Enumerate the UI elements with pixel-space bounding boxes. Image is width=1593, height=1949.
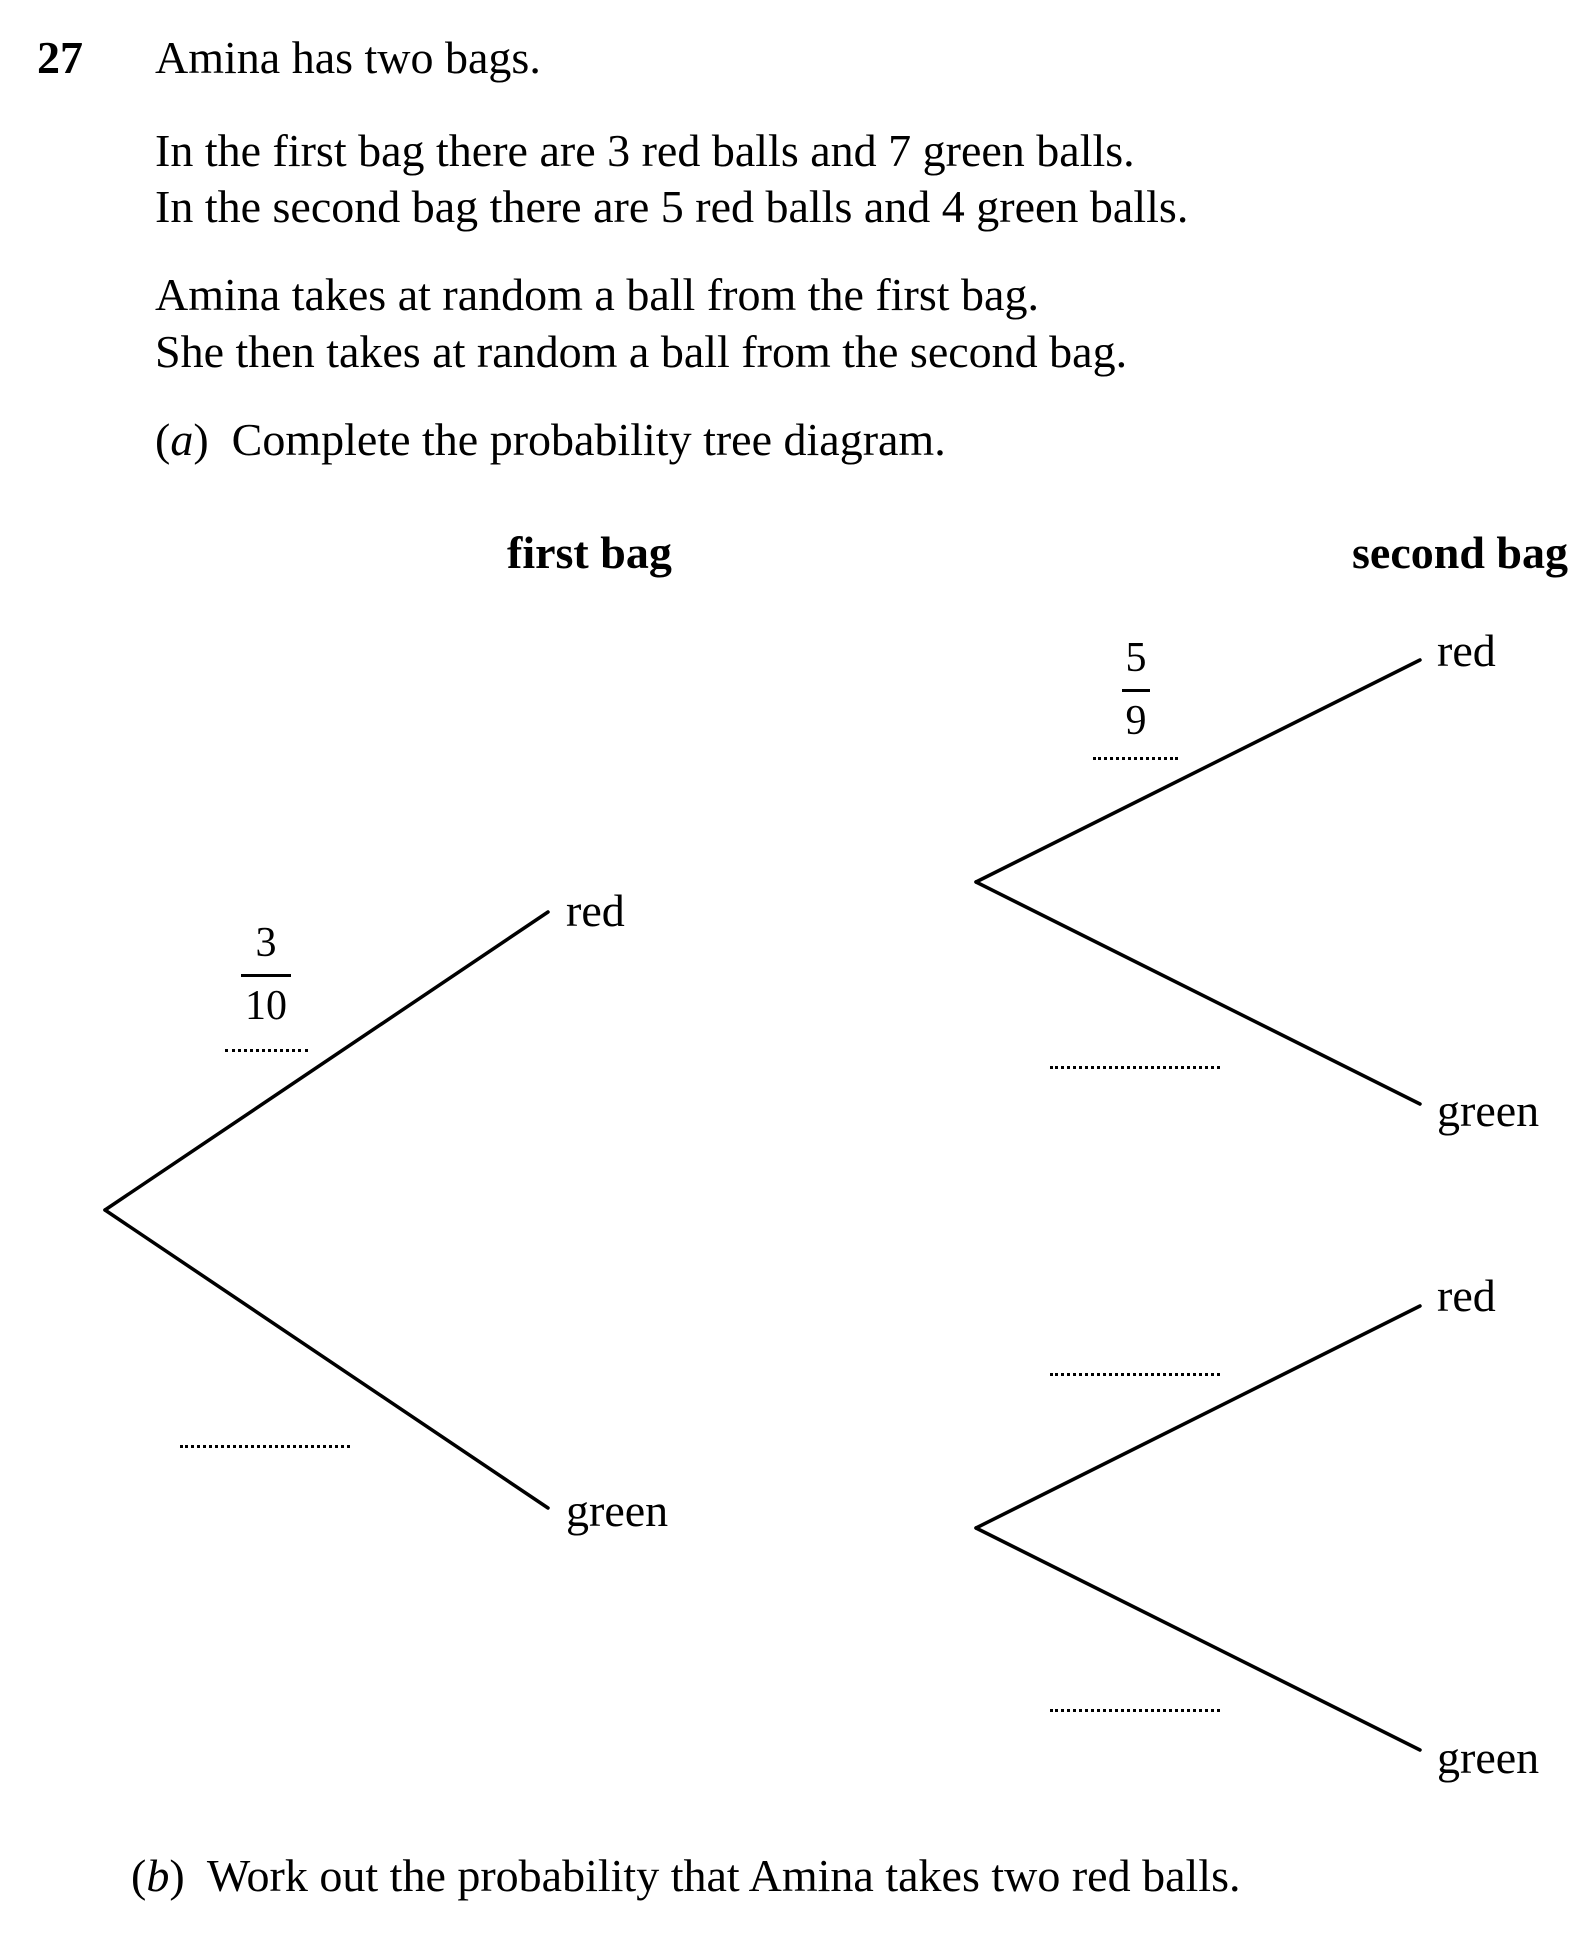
first-green-branch	[105, 1210, 548, 1508]
first-bag-heading: first bag	[507, 527, 672, 578]
second-top-red-probability	[1116, 637, 1156, 742]
second-bottom-red-label: red	[1437, 1270, 1496, 1321]
second-top-green-branch	[976, 882, 1420, 1104]
first-red-label: red	[566, 885, 625, 936]
second-bottom-green-answer-line[interactable]	[1050, 1709, 1220, 1712]
bag1-description: In the first bag there are 3 red balls and 7 green balls.	[155, 125, 1135, 176]
fraction-numerator: 3	[255, 920, 277, 966]
part-a-label: a	[170, 414, 194, 465]
take1-description: Amina takes at random a ball from the first bag.	[155, 269, 1039, 320]
second-top-green-answer-line[interactable]	[1050, 1066, 1220, 1069]
second-top-green-label: green	[1437, 1085, 1540, 1136]
question-intro: Amina has two bags.	[155, 32, 541, 83]
second-bottom-green-label: green	[1437, 1732, 1540, 1783]
second-top-red-answer-line	[1093, 757, 1178, 760]
second-top-red-branch	[976, 660, 1420, 882]
fraction-bar	[1122, 689, 1150, 692]
second-top-red-label: red	[1437, 625, 1496, 676]
first-red-branch	[105, 912, 548, 1210]
second-bag-heading: second bag	[1352, 527, 1568, 578]
first-green-label: green	[566, 1485, 669, 1536]
fraction-numerator: 5	[1125, 635, 1147, 681]
fraction-bar	[241, 974, 291, 977]
first-red-answer-line	[225, 1049, 308, 1052]
fraction-denominator: 9	[1125, 698, 1147, 744]
take2-description: She then takes at random a ball from the second bag.	[155, 326, 1128, 377]
second-bottom-red-answer-line[interactable]	[1050, 1373, 1220, 1376]
part-b-prompt: (b) Work out the probability that Amina takes two red balls.	[131, 1850, 1241, 1901]
part-a-prompt: (a) Complete the probability tree diagram.	[155, 414, 946, 465]
fraction-denominator: 10	[245, 983, 287, 1029]
second-bottom-green-branch	[976, 1528, 1420, 1750]
part-a-text: Complete the probability tree diagram.	[231, 414, 946, 465]
question-number: 27	[37, 32, 83, 83]
first-red-probability	[236, 922, 296, 1027]
first-green-answer-line[interactable]	[180, 1445, 350, 1448]
part-b-label: b	[146, 1850, 170, 1901]
bag2-description: In the second bag there are 5 red balls and 4 green balls.	[155, 181, 1189, 232]
part-b-text: Work out the probability that Amina takes two red balls.	[206, 1850, 1241, 1901]
second-bottom-red-branch	[976, 1306, 1420, 1528]
